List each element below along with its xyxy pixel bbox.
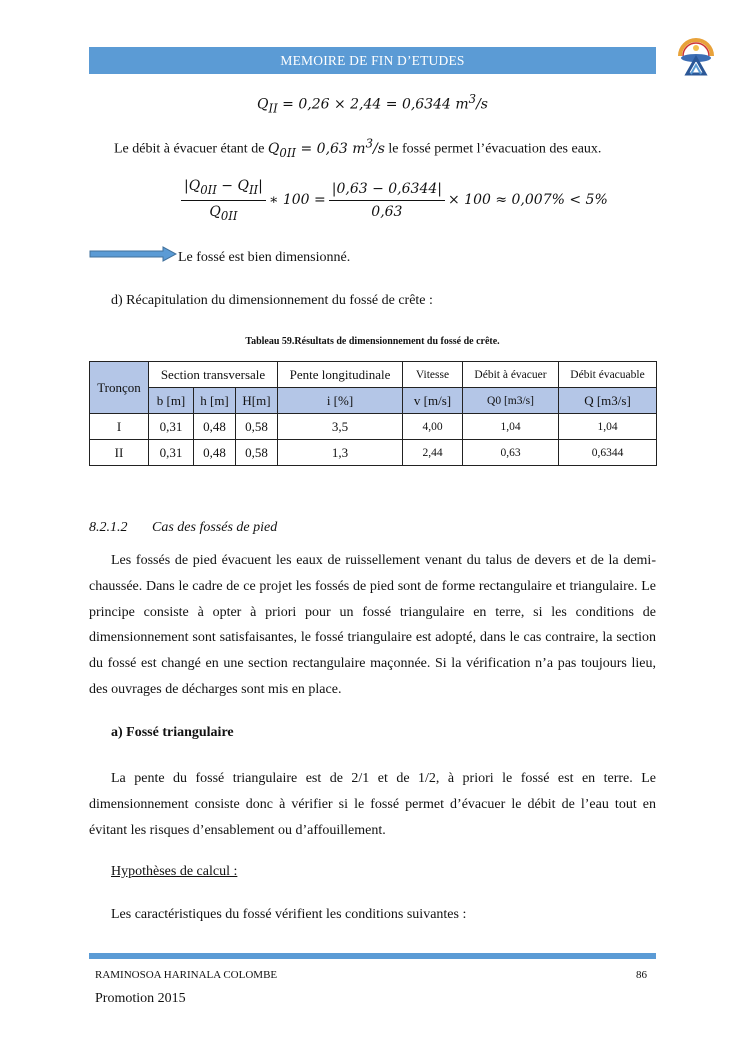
equation-tail: × 100 ≈ 0,007% < 5% xyxy=(447,192,608,209)
header-debit-evacuer: Débit à évacuer xyxy=(463,362,559,388)
header-debit-evacuable: Débit évacuable xyxy=(559,362,657,388)
subheader-q: Q [m3/s] xyxy=(559,388,657,414)
table-header-row xyxy=(90,362,657,388)
subheader-b: b [m] xyxy=(149,388,194,414)
characteristics-text: Les caractéristiques du fossé vérifient les conditions suivantes : xyxy=(111,907,467,922)
section-heading xyxy=(89,520,277,536)
paragraph-fosse-triangulaire: La pente du fossé triangulaire est de 2/1 et de 1/2, à priori le fossé est en terre. Le dimensionnement consiste donc à vérifier si le fossé permet d’évacuer le débit de l’eau tout en évitant les risques d’ensablement ou d’affouillement. xyxy=(89,771,656,838)
page-number: 86 xyxy=(636,969,647,981)
hypotheses-heading: Hypothèses de calcul : xyxy=(111,864,238,879)
fraction-right: $\frac{|0,63 - 0,6344|}{0,63}$ xyxy=(329,181,445,220)
subheader-v: v [m/s] xyxy=(403,388,463,414)
table-row: II 0,31 0,48 0,58 1,3 2,44 0,63 0,6344 xyxy=(90,440,657,466)
footer-author: RAMINOSOA HARINALA COLOMBE xyxy=(95,969,278,981)
header-vitesse: Vitesse xyxy=(403,362,463,388)
paragraph-fosses-pied: Les fossés de pied évacuent les eaux de ruissellement venant du talus de devers et de la demi-chaussée. Dans le cadre de ce projet les fossés de pied sont de forme rectangulaire et triangulaire. Le principe consiste à opter à priori pour un fossé triangulaire en terre, si les conditions de dimensionnement sont satisfaisantes, le fossé triangulaire est adopté, dans le cas contraire, la section du fossé est changé en une section rectangulaire maçonnée. Si la vérification n’a pas toujours lieu, des ouvrages de décharges sont mis en place. xyxy=(89,553,656,697)
subheader-H: H[m] xyxy=(236,388,278,414)
subheader-i: i [%] xyxy=(278,388,403,414)
results-table xyxy=(89,361,657,466)
header-title: MEMOIRE DE FIN D’ETUDES xyxy=(280,52,465,68)
subheader-h: h [m] xyxy=(194,388,236,414)
footer-promotion: Promotion 2015 xyxy=(95,991,186,1006)
flow-statement: Le débit à évacuer étant de $Q_{0II} = 0,63$ $m^3/s$ le fossé permet l’évacuation des eaux. xyxy=(114,136,602,160)
subheader-q0: Q0 [m3/s] xyxy=(463,388,559,414)
footer-bar xyxy=(89,953,656,959)
header-troncon: Tronçon xyxy=(90,362,149,414)
item-d-heading: d) Récapitulation du dimensionnement du fossé de crête : xyxy=(111,293,433,308)
section-title: Cas des fossés de pied xyxy=(152,520,278,535)
table-caption: Tableau 59.Résultats de dimensionnement du fossé de crête. xyxy=(245,336,500,347)
fraction-left: $\frac{|Q_{0II} - Q_{II}|}{Q_{0II}}$ xyxy=(181,178,266,223)
subsection-heading: a) Fossé triangulaire xyxy=(111,725,234,740)
header-section: Section transversale xyxy=(149,362,278,388)
section-number: 8.2.1.2 xyxy=(89,520,128,535)
equation-mid: ∗ 100 = xyxy=(268,192,326,209)
error-equation xyxy=(178,178,608,223)
right-arrow-icon xyxy=(89,246,177,262)
equation-q-ii: $Q_{II} = 0,26 \times 2,44 = 0,6344$ $m^3/s$ xyxy=(257,92,488,116)
table-row: I 0,31 0,48 0,58 3,5 4,00 1,04 1,04 xyxy=(90,414,657,440)
table-subheader-row xyxy=(90,388,657,414)
page-header xyxy=(89,47,656,74)
conclusion-text: Le fossé est bien dimensionné. xyxy=(178,250,351,265)
university-logo-icon xyxy=(674,34,718,78)
header-pente: Pente longitudinale xyxy=(278,362,403,388)
